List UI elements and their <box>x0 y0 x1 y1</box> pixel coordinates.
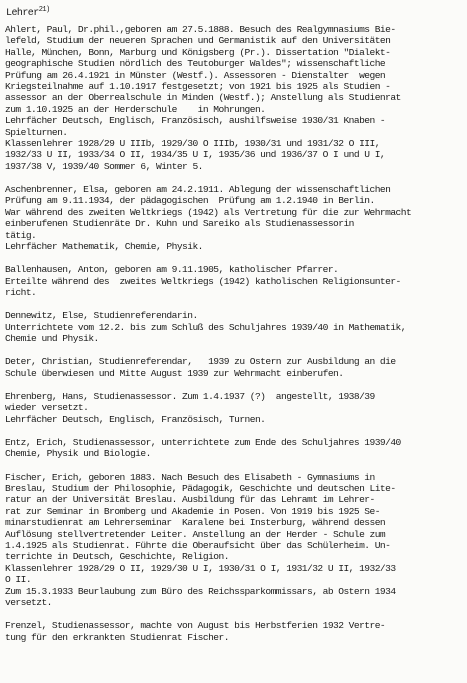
entry-line: Fischer, Erich, geboren 1883. Nach Besuch des Elisabeth - Gymnasiums in <box>5 471 375 483</box>
entry-line: tätig. <box>5 229 37 241</box>
entry-line: minarstudienrat am Lehrerseminar Karalene bei Insterburg, während dessen <box>5 517 386 529</box>
entry-line: Auflösung stellvertretender Leiter. Anstellung an der Herder - Schule zum <box>5 528 386 540</box>
entry-line: richt. <box>5 287 37 299</box>
entry-line: rat zur Seminar in Bromberg und Akademie in Posen. Von 1919 bis 1925 Se- <box>5 505 380 517</box>
entry-line: Frenzel, Studienassessor, machte von August bis Herbstferien 1932 Vertre- <box>5 620 386 632</box>
entry-line: lefeld, Studium der neueren Sprachen und Germanistik auf den Universitäten <box>5 35 391 47</box>
teacher-entry-entz <box>5 437 461 460</box>
entry-line: Ahlert, Paul, Dr.phil.,geboren am 27.5.1888. Besuch des Realgymnasiums Bie- <box>5 24 396 35</box>
teacher-entry-ahlert <box>5 24 461 172</box>
entry-line: Dennewitz, Else, Studienreferendarin. <box>5 310 198 322</box>
entry-line: Lehrfächer Deutsch, Englisch, Französisch, aushilfsweise 1930/31 Knaben - <box>5 115 386 127</box>
entry-line: Lehrfächer Mathematik, Chemie, Physik. <box>5 241 203 253</box>
entry-line: Breslau, Studium der Philosophie, Pädagogik, Geschichte und deutschen Lite- <box>5 482 396 494</box>
entry-line: Klassenlehrer 1928/29 O II, 1929/30 U I, 1930/31 O I, 1931/32 U II, 1932/33 <box>5 562 396 574</box>
entry-line: Ehrenberg, Hans, Studienassessor. Zum 1.4.1937 (?) angestellt, 1938/39 <box>5 390 375 402</box>
entry-line: Kriegsteilnahme auf 1.10.1917 festgesetzt; von 1921 bis 1925 als Studien - <box>5 81 391 93</box>
entry-line: versetzt. <box>5 597 52 609</box>
entry-line: Prüfung am 9.11.1934, der pädagogischen Prüfung am 1.2.1940 in Berlin. <box>5 195 375 207</box>
entry-line: Zum 15.3.1933 Beurlaubung zum Büro des Reichssparkommissars, ab Ostern 1934 <box>5 585 396 597</box>
entry-line: ratur an der Universität Breslau. Ausbildung für das Lehramt im Lehrer- <box>5 494 375 506</box>
entry-line: Deter, Christian, Studienreferendar, 1939 zu Ostern zur Ausbildung an die <box>5 356 396 368</box>
entry-line: Spielturnen. <box>5 126 68 138</box>
entry-line: Prüfung am 26.4.1921 in Münster (Westf.). Assessoren - Dienstalter wegen <box>5 69 386 81</box>
entry-line: einberufenen Studienräte Dr. Kuhn und Sareiko als Studienassessorin <box>5 218 354 230</box>
entry-line: zum 1.10.1925 an der Herderschule in Mohrungen. <box>5 103 266 115</box>
entry-line: Klassenlehrer 1928/29 U IIIb, 1929/30 O IIIb, 1930/31 und 1931/32 O III, <box>5 138 380 150</box>
entry-line: Ballenhausen, Anton, geboren am 9.11.1905, katholischer Pfarrer. <box>5 264 339 276</box>
entry-line: 1.4.1925 als Studienrat. Führte die Oberaufsicht über das Schülerheim. Un- <box>5 540 391 552</box>
entry-line: War während des zweiten Weltkriegs (1942) als Vertretung für die zur Wehrmacht <box>5 206 412 218</box>
footnote-marker: 21) <box>38 6 50 14</box>
entry-line: Aschenbrenner, Elsa, geboren am 24.2.1911. Ablegung der wissenschaftlichen <box>5 184 391 196</box>
entry-line: geographische Studien nördlich des Teutoburger Waldes"; wissenschaftliche <box>5 58 386 70</box>
heading-title: Lehrer <box>6 8 39 19</box>
teacher-entry-aschenbrenner <box>5 184 461 252</box>
entry-line: O II. <box>5 574 32 586</box>
section-heading <box>6 4 50 20</box>
entry-line: Lehrfächer Deutsch, Englisch, Französisch, Turnen. <box>5 413 266 425</box>
entry-line: tung für den erkrankten Studienrat Fischer. <box>5 631 229 643</box>
entry-line: 1937/38 V, 1939/40 Sommer 6, Winter 5. <box>5 160 203 172</box>
entry-line: Unterrichtete vom 12.2. bis zum Schluß des Schuljahres 1939/40 in Mathematik, <box>5 321 406 333</box>
entry-line: assessor an der Oberrealschule in Minden (Westf.); Anstellung als Studienrat <box>5 92 401 104</box>
entry-line: Halle, München, Bonn, Marburg und Königsberg (Pr.). Dissertation "Dialekt- <box>5 46 391 58</box>
entry-line: wieder versetzt. <box>5 402 89 414</box>
teacher-entry-fischer <box>5 472 461 609</box>
teacher-entry-frenzel <box>5 620 461 643</box>
entry-line: Erteilte während des zweites Weltkriegs (1942) katholischen Religionsunter- <box>5 275 401 287</box>
entry-line: Schule überwiesen und Mitte August 1939 zur Wehrmacht einberufen. <box>5 367 344 379</box>
entry-line: terrichte in Deutsch, Geschichte, Religion. <box>5 551 229 563</box>
teacher-entry-deter <box>5 356 461 379</box>
teacher-entry-ehrenberg <box>5 391 461 425</box>
teacher-entry-dennewitz <box>5 310 461 344</box>
entry-line: Chemie und Physik. <box>5 333 99 345</box>
entry-line: 1932/33 U II, 1933/34 O II, 1934/35 U I, 1935/36 und 1936/37 O I und U I, <box>5 149 386 161</box>
teacher-entries <box>5 24 461 655</box>
entry-line: Chemie, Physik und Biologie. <box>5 448 151 460</box>
teacher-entry-ballenhausen <box>5 264 461 298</box>
entry-line: Entz, Erich, Studienassessor, unterrichtete zum Ende des Schuljahres 1939/40 <box>5 436 401 448</box>
